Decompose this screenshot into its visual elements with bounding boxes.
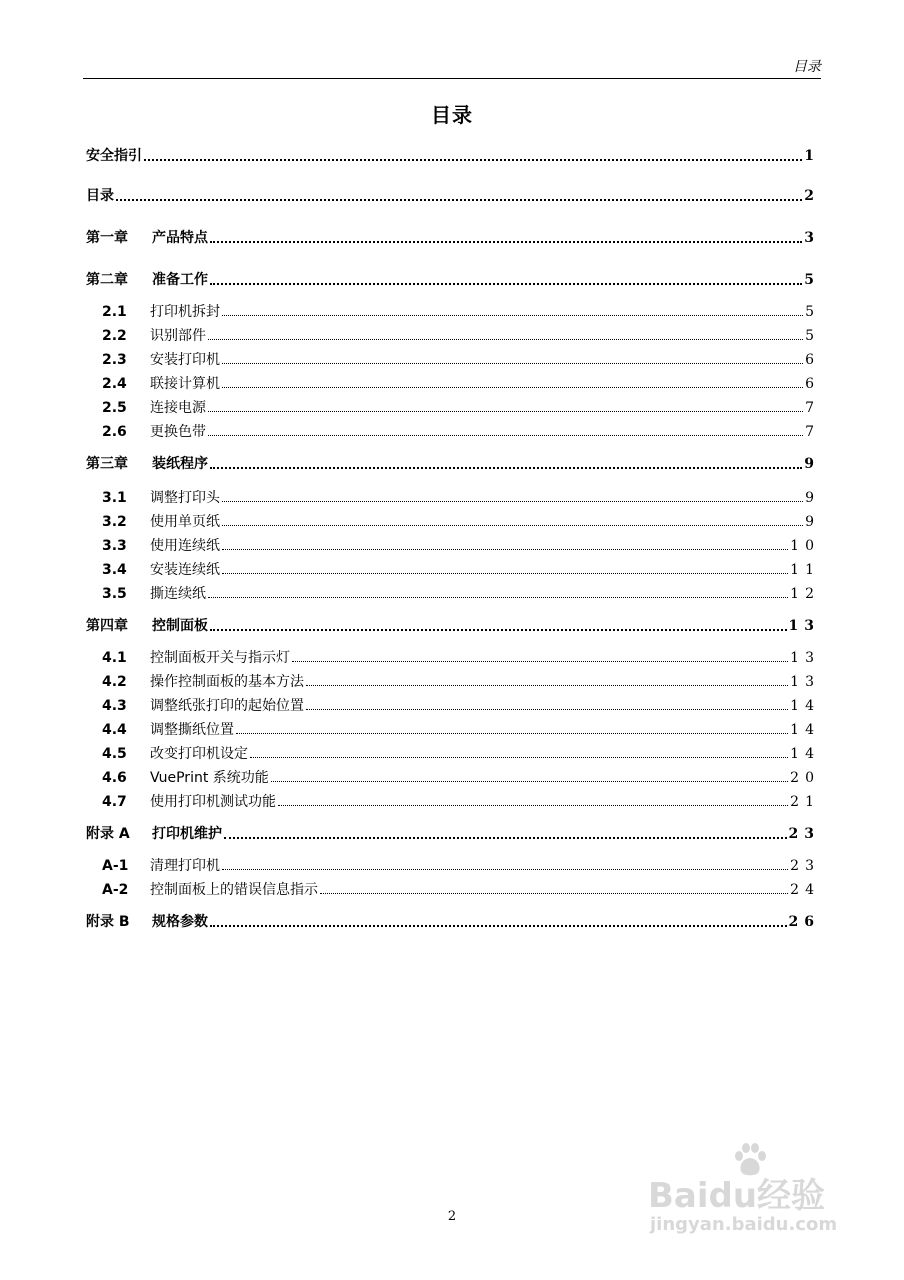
toc-section-row: [86, 326, 820, 346]
toc-leader-dots: [222, 315, 803, 316]
toc-entry-page: 3: [804, 230, 820, 246]
toc-leader-dots: [222, 387, 803, 388]
toc-leader-dots: [116, 199, 802, 201]
toc-section-row: [86, 744, 820, 764]
toc-section-row: [86, 672, 820, 692]
toc-entry-title: 使用连续纸: [150, 538, 220, 554]
toc-leader-dots: [278, 805, 788, 806]
toc-entry-number: 附录 A: [86, 826, 130, 842]
toc-leader-dots: [208, 411, 803, 412]
toc-entry-number: 4.5: [102, 746, 127, 762]
toc-entry-page: 13: [788, 618, 820, 634]
toc-entry-title: 准备工作: [152, 272, 208, 288]
toc-leader-dots: [236, 733, 788, 734]
toc-leader-dots: [222, 525, 803, 526]
toc-leader-dots: [222, 549, 788, 550]
toc-section-row: [86, 350, 820, 370]
toc-leader-dots: [222, 573, 788, 574]
toc-chapter-row: [86, 454, 820, 474]
toc-section-row: [86, 584, 820, 604]
toc-entry-title: 控制面板开关与指示灯: [150, 650, 290, 666]
toc-entry-page: 5: [804, 272, 820, 288]
toc-entry-page: 5: [805, 328, 820, 344]
toc-entry-title: 调整撕纸位置: [150, 722, 234, 738]
toc-leader-dots: [210, 283, 802, 285]
toc-entry-page: 6: [805, 376, 820, 392]
toc-section-row: [86, 856, 820, 876]
toc-entry-page: 10: [790, 538, 820, 554]
toc-entry-page: 2: [804, 188, 820, 204]
toc-entry-page: 1: [804, 148, 820, 164]
toc-entry-page: 24: [790, 882, 820, 898]
toc-leader-dots: [222, 869, 788, 870]
toc-entry-number: 4.6: [102, 770, 127, 786]
toc-chapter-row: [86, 228, 820, 248]
toc-entry-number: 4.4: [102, 722, 127, 738]
toc-entry-title: 连接电源: [150, 400, 206, 416]
toc-entry-number: 2.6: [102, 424, 127, 440]
toc-leader-dots: [210, 467, 802, 469]
toc-entry-number: 2.5: [102, 400, 127, 416]
toc-entry-number: 2.4: [102, 376, 127, 392]
toc-section-row: [86, 768, 820, 788]
toc-entry-title: 更换色带: [150, 424, 206, 440]
toc-entry-page: 23: [790, 858, 820, 874]
toc-leader-dots: [306, 709, 788, 710]
toc-entry-page: 7: [805, 424, 820, 440]
toc-section-row: [86, 422, 820, 442]
toc-entry-title: 安全指引: [86, 148, 142, 164]
toc-section-row: [86, 880, 820, 900]
toc-entry-title: VuePrint 系统功能: [150, 770, 269, 786]
toc-entry-number: 3.5: [102, 586, 127, 602]
toc-entry-title: 改变打印机设定: [150, 746, 248, 762]
toc-leader-dots: [208, 597, 788, 598]
toc-entry-page: 11: [790, 562, 820, 578]
toc-entry-page: 14: [790, 698, 820, 714]
toc-section-row: [86, 512, 820, 532]
toc-entry-number: 3.4: [102, 562, 127, 578]
toc-section-row: [86, 536, 820, 556]
toc-entry-number: 2.1: [102, 304, 127, 320]
toc-entry-number: 4.1: [102, 650, 127, 666]
toc-section-row: [86, 720, 820, 740]
baidu-watermark: [648, 1140, 848, 1245]
toc-chapter-row: [86, 616, 820, 636]
toc-leader-dots: [208, 339, 803, 340]
toc-leader-dots: [292, 661, 788, 662]
toc-chapter-row: [86, 270, 820, 290]
toc-entry-title: 控制面板上的错误信息指示: [150, 882, 318, 898]
toc-entry-page: 13: [790, 674, 820, 690]
toc-entry-number: 2.2: [102, 328, 127, 344]
toc-entry-title: 产品特点: [152, 230, 208, 246]
toc-entry-number: 4.7: [102, 794, 127, 810]
toc-entry-title: 撕连续纸: [150, 586, 206, 602]
toc-entry-number: A-1: [102, 858, 129, 874]
toc-entry-page: 12: [790, 586, 820, 602]
toc-entry-page: 5: [805, 304, 820, 320]
toc-entry-number: 3.3: [102, 538, 127, 554]
toc-entry-title: 规格参数: [152, 914, 208, 930]
toc-entry-page: 21: [790, 794, 820, 810]
toc-chapter-row: [86, 912, 820, 932]
toc-entry-title: 联接计算机: [150, 376, 220, 392]
toc-entry-number: A-2: [102, 882, 129, 898]
toc-leader-dots: [210, 241, 802, 243]
toc-entry-number: 2.3: [102, 352, 127, 368]
toc-entry-number: 4.3: [102, 698, 127, 714]
toc-entry-title: 打印机拆封: [150, 304, 220, 320]
toc-section-row: [86, 488, 820, 508]
toc-leader-dots: [306, 685, 788, 686]
toc-entry-page: 9: [805, 490, 820, 506]
toc-entry-title: 目录: [86, 188, 114, 204]
page-title: 目录: [431, 103, 473, 127]
toc-chapter-row: [86, 824, 820, 844]
toc-entry-page: 23: [788, 826, 820, 842]
toc-entry-page: 20: [790, 770, 820, 786]
toc-entry-title: 调整打印头: [150, 490, 220, 506]
toc-section-row: [86, 302, 820, 322]
toc-section-row: [86, 696, 820, 716]
toc-leader-dots: [210, 629, 787, 631]
toc-entry-number: 第二章: [86, 272, 128, 288]
toc-leader-dots: [224, 837, 787, 839]
toc-entry-title: 使用单页纸: [150, 514, 220, 530]
toc-entry-title: 控制面板: [152, 618, 208, 634]
toc-section-row: [86, 398, 820, 418]
toc-chapter-row: [86, 186, 820, 206]
toc-section-row: [86, 792, 820, 812]
toc-chapter-row: [86, 146, 820, 166]
toc-entry-page: 9: [805, 514, 820, 530]
toc-leader-dots: [320, 893, 788, 894]
toc-entry-title: 清理打印机: [150, 858, 220, 874]
toc-section-row: [86, 374, 820, 394]
toc-entry-page: 14: [790, 722, 820, 738]
toc-entry-title: 操作控制面板的基本方法: [150, 674, 304, 690]
toc-entry-number: 第三章: [86, 456, 128, 472]
toc-entry-page: 9: [804, 456, 820, 472]
toc-entry-title: 使用打印机测试功能: [150, 794, 276, 810]
toc-entry-number: 第一章: [86, 230, 128, 246]
watermark-url: jingyan.baidu.com: [650, 1214, 838, 1235]
toc-entry-number: 4.2: [102, 674, 127, 690]
toc-leader-dots: [271, 781, 788, 782]
toc-leader-dots: [222, 363, 803, 364]
toc-entry-page: 26: [788, 914, 820, 930]
toc-entry-page: 13: [790, 650, 820, 666]
toc-entry-number: 3.2: [102, 514, 127, 530]
toc-entry-title: 装纸程序: [152, 456, 208, 472]
toc-leader-dots: [144, 159, 802, 161]
header-rule: [83, 78, 821, 79]
toc-leader-dots: [210, 925, 787, 927]
toc-entry-title: 调整纸张打印的起始位置: [150, 698, 304, 714]
toc-entry-page: 6: [805, 352, 820, 368]
toc-leader-dots: [250, 757, 788, 758]
toc-entry-title: 安装连续纸: [150, 562, 220, 578]
toc-entry-title: 识别部件: [150, 328, 206, 344]
toc-entry-page: 7: [805, 400, 820, 416]
watermark-logo-text: Baidu经验: [648, 1176, 826, 1216]
toc-entry-number: 3.1: [102, 490, 127, 506]
toc-leader-dots: [208, 435, 803, 436]
toc-section-row: [86, 648, 820, 668]
toc-entry-number: 附录 B: [86, 914, 130, 930]
toc-entry-title: 安装打印机: [150, 352, 220, 368]
page-number: 2: [447, 1209, 457, 1224]
running-header-label: 目录: [793, 59, 821, 75]
toc-leader-dots: [222, 501, 803, 502]
toc-entry-page: 14: [790, 746, 820, 762]
toc-section-row: [86, 560, 820, 580]
toc-entry-number: 第四章: [86, 618, 128, 634]
toc-entry-title: 打印机维护: [152, 826, 222, 842]
